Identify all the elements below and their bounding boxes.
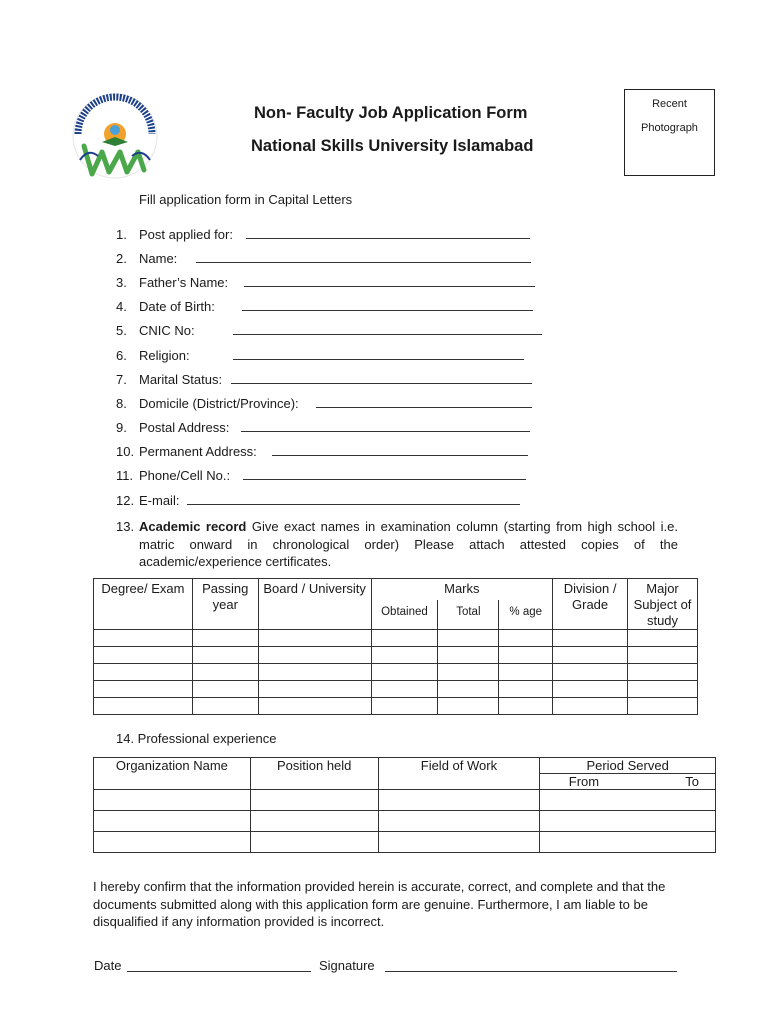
institution-name: National Skills University Islamabad: [251, 137, 534, 155]
cnic-input[interactable]: [233, 323, 542, 335]
col-field-of-work: Field of Work: [378, 758, 540, 790]
table-row: [94, 630, 698, 647]
date-input[interactable]: [127, 960, 311, 972]
academic-record-instructions: 13. Academic record Give exact names in examination column (starting from high school i.e. matric onward in chronological order) Please attach attested copies of the academic/experience certificates.: [116, 519, 678, 569]
table-row: [94, 647, 698, 664]
photo-label-photograph: Photograph: [641, 122, 698, 134]
signature-input[interactable]: [385, 960, 677, 972]
date-label: Date: [94, 958, 122, 973]
professional-experience-table: [93, 757, 716, 853]
col-period-from: From: [540, 774, 628, 790]
table-row: [94, 790, 716, 811]
phone-input[interactable]: [243, 468, 526, 480]
photograph-box[interactable]: [624, 89, 715, 176]
domicile-input[interactable]: [316, 396, 532, 408]
post-applied-input[interactable]: [246, 227, 530, 239]
col-marks-percentage: % age: [499, 600, 553, 630]
col-major-subject: Major Subject of study: [628, 579, 698, 630]
postal-address-input[interactable]: [241, 420, 530, 432]
form-title: Non- Faculty Job Application Form: [254, 104, 528, 122]
col-marks-obtained: Obtained: [371, 600, 438, 630]
email-input[interactable]: [187, 493, 520, 505]
table-row: [94, 698, 698, 715]
col-position: Position held: [250, 758, 378, 790]
col-organization: Organization Name: [94, 758, 251, 790]
col-division-grade: Division / Grade: [553, 579, 628, 630]
declaration-text: I hereby confirm that the information provided herein is accurate, correct, and complete and that the documents submitted along with this application form are genuine. Furthermore, I am liable to be disqualified if any information provided is incorrect.: [93, 879, 666, 929]
signature-label: Signature: [319, 958, 375, 973]
marital-status-input[interactable]: [231, 372, 532, 384]
academic-record-heading: Academic record: [139, 519, 247, 534]
col-passing-year: Passing year: [192, 579, 258, 630]
table-row: [94, 811, 716, 832]
form-instruction: Fill application form in Capital Letters: [139, 192, 353, 207]
col-degree-exam: Degree/ Exam: [94, 579, 193, 630]
table-row: [94, 664, 698, 681]
academic-record-table: [93, 578, 698, 715]
col-marks: Marks: [371, 579, 553, 600]
photo-label-recent: Recent: [652, 98, 687, 110]
date-of-birth-input[interactable]: [242, 299, 533, 311]
fathers-name-input[interactable]: [244, 275, 535, 287]
table-row: [94, 681, 698, 698]
professional-experience-heading: 14. Professional experience: [116, 731, 277, 746]
university-logo: [64, 90, 166, 182]
col-board-university: Board / University: [258, 579, 371, 630]
table-row: [94, 832, 716, 853]
col-marks-total: Total: [438, 600, 499, 630]
permanent-address-input[interactable]: [272, 444, 528, 456]
name-input[interactable]: [196, 251, 531, 263]
religion-input[interactable]: [233, 348, 524, 360]
signature-row: [94, 958, 375, 973]
col-period-served: Period Served: [540, 758, 716, 774]
col-period-to: To: [628, 774, 716, 790]
